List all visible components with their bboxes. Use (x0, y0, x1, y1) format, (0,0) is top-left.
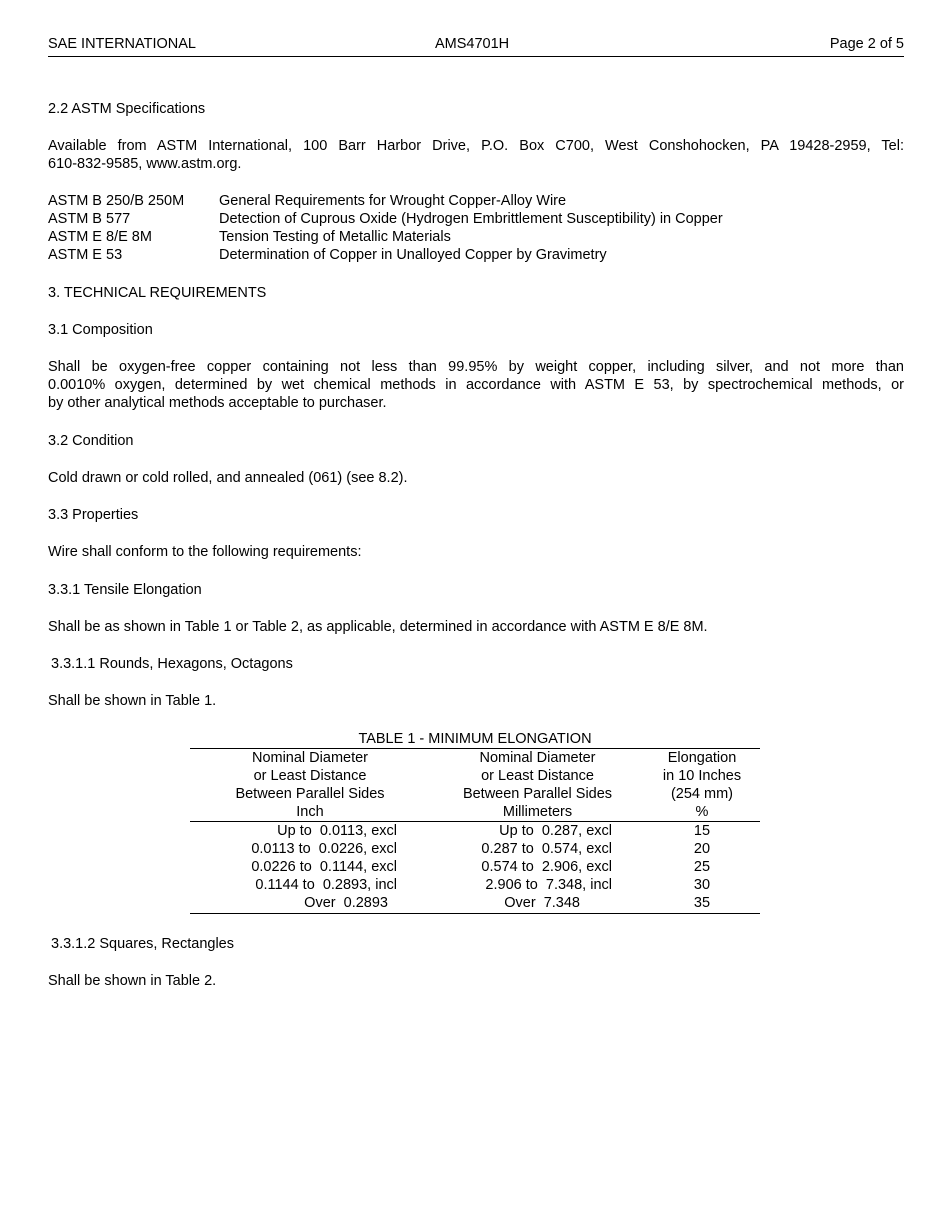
section-2-2-text-line2: 610-832-9585, www.astm.org. (48, 156, 242, 172)
header-cell: or Least Distance (253, 768, 367, 784)
section-3-2-heading: 3.2 Condition (48, 433, 134, 449)
cell-mm: 0.574 to 2.906, excl (481, 859, 612, 875)
header-page-number: Page 2 of 5 (829, 36, 904, 52)
spec-title: Detection of Cuprous Oxide (Hydrogen Embrittlement Susceptibility) in Copper (219, 211, 723, 227)
header-cell: Between Parallel Sides (235, 786, 385, 802)
page-header (48, 36, 904, 57)
section-3-1-text-line2: 0.0010% oxygen, determined by wet chemical methods in accordance with ASTM E 53, by spectrochemical methods, or (48, 377, 904, 393)
header-cell: % (695, 804, 709, 820)
cell-mm: 0.287 to 0.574, excl (481, 841, 612, 857)
spec-code: ASTM B 250/B 250M (48, 193, 185, 209)
header-cell: Inch (296, 804, 324, 820)
table-row (190, 840, 760, 858)
section-3-3-1-1-text: Shall be shown in Table 1. (48, 693, 217, 709)
section-3-3-1-1-heading: 3.3.1.1 Rounds, Hexagons, Octagons (51, 656, 293, 672)
cell-inch: 0.1144 to 0.2893, incl (255, 877, 397, 893)
table-row (190, 894, 760, 912)
header-doc-id: AMS4701H (435, 36, 510, 52)
header-col-mm (430, 749, 645, 821)
header-cell: Between Parallel Sides (462, 786, 613, 802)
header-col-inch (190, 749, 430, 821)
cell-mm: Over 7.348 (504, 895, 580, 911)
table-body (190, 822, 760, 914)
section-3-3-1-2-text: Shall be shown in Table 2. (48, 973, 217, 989)
header-cell: in 10 Inches (662, 768, 742, 784)
table-caption: TABLE 1 - MINIMUM ELONGATION (358, 731, 592, 747)
header-cell: Nominal Diameter (251, 750, 369, 766)
table-row (190, 822, 760, 840)
header-cell: (254 mm) (670, 786, 734, 802)
header-col-elongation (645, 749, 759, 821)
section-3-3-text: Wire shall conform to the following requirements: (48, 544, 362, 560)
spec-code: ASTM B 577 (48, 211, 131, 227)
spec-title: General Requirements for Wrought Copper-Alloy Wire (219, 193, 567, 209)
section-3-heading: 3. TECHNICAL REQUIREMENTS (48, 285, 267, 301)
cell-elongation: 20 (693, 841, 711, 857)
header-org: SAE INTERNATIONAL (48, 36, 196, 52)
section-3-3-1-2-heading: 3.3.1.2 Squares, Rectangles (51, 936, 234, 952)
header-cell: Millimeters (502, 804, 573, 820)
table-row (190, 858, 760, 876)
spec-code: ASTM E 8/E 8M (48, 229, 152, 245)
cell-inch: Up to 0.0113, excl (277, 823, 397, 839)
section-2-2-heading: 2.2 ASTM Specifications (48, 101, 206, 117)
table-row (190, 876, 760, 894)
table-minimum-elongation (190, 730, 760, 914)
spec-title: Determination of Copper in Unalloyed Copper by Gravimetry (219, 247, 607, 263)
cell-inch: 0.0113 to 0.0226, excl (251, 841, 397, 857)
section-3-3-heading: 3.3 Properties (48, 507, 139, 523)
section-3-1-heading: 3.1 Composition (48, 322, 153, 338)
section-3-2-text: Cold drawn or cold rolled, and annealed (061) (see 8.2). (48, 470, 408, 486)
table-header (190, 749, 760, 822)
cell-elongation: 15 (693, 823, 711, 839)
cell-inch: 0.0226 to 0.1144, excl (251, 859, 397, 875)
section-3-1-text-line3: by other analytical methods acceptable to purchaser. (48, 395, 387, 411)
cell-mm: 2.906 to 7.348, incl (485, 877, 612, 893)
cell-elongation: 30 (693, 877, 711, 893)
document-page (48, 0, 904, 1213)
header-cell: Elongation (667, 750, 737, 766)
spec-title: Tension Testing of Metallic Materials (219, 229, 451, 245)
cell-elongation: 35 (693, 895, 711, 911)
cell-inch: Over 0.2893 (304, 895, 388, 911)
section-3-3-1-text: Shall be as shown in Table 1 or Table 2, as applicable, determined in accordance with ASTM E 8/E 8M. (48, 619, 708, 635)
spec-code: ASTM E 53 (48, 247, 123, 263)
section-2-2-text-line1: Available from ASTM International, 100 Barr Harbor Drive, P.O. Box C700, West Conshohocken, PA 19428-2959, Tel: (48, 138, 904, 154)
cell-mm: Up to 0.287, excl (499, 823, 612, 839)
section-3-1-text-line1: Shall be oxygen-free copper containing not less than 99.95% by weight copper, including silver, and not more than (48, 359, 904, 375)
header-cell: or Least Distance (481, 768, 594, 784)
cell-elongation: 25 (693, 859, 711, 875)
header-cell: Nominal Diameter (479, 750, 596, 766)
section-3-3-1-heading: 3.3.1 Tensile Elongation (48, 582, 202, 598)
